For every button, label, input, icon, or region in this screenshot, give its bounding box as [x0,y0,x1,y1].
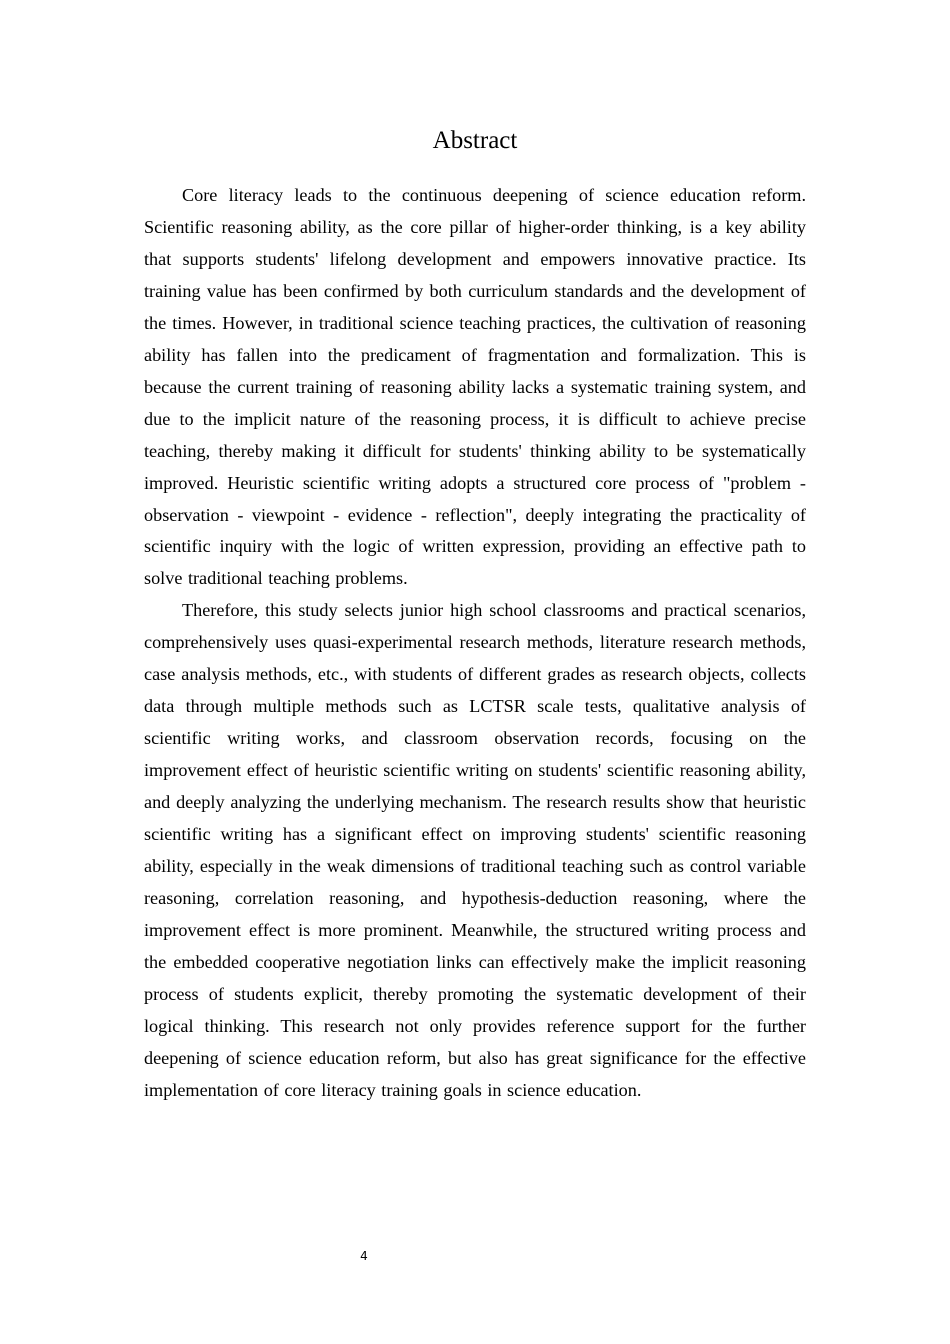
page-number: 4 [360,1249,368,1263]
page-title: Abstract [432,127,518,154]
abstract-paragraph-2: Therefore, this study selects junior high school classrooms and practical scenarios, comprehensively uses quasi-experimental research methods, literature research methods, case analysis methods, etc., with students of different grades as research objects, collects data through multiple methods such as LCTSR scale tests, qualitative analysis of scientific writing works, and classroom observation records, focusing on the improvement effect of heuristic scientific writing on students' scientific reasoning ability, and deeply analyzing the underlying mechanism. The research results show that heuristic scientific writing has a significant effect on improving students' scientific reasoning ability, especially in the weak dimensions of traditional teaching such as control variable reasoning, correlation reasoning, and hypothesis-deduction reasoning, where the improvement effect is more prominent. Meanwhile, the structured writing process and the embedded cooperative negotiation links can effectively make the implicit reasoning process of students explicit, thereby promoting the systematic development of their logical thinking. This research not only provides reference support for the further deepening of science education reform, but also has great significance for the effective implementation of core literacy training goals in science education. [144,600,806,1100]
abstract-paragraph-1: Core literacy leads to the continuous deepening of science education reform. Scientific reasoning ability, as the core pillar of higher-order thinking, is a key ability that supports students' lifelong development and empowers innovative practice. Its training value has been confirmed by both curriculum standards and the development of the times. However, in traditional science teaching practices, the cultivation of reasoning ability has fallen into the predicament of fragmentation and formalization. This is because the current training of reasoning ability lacks a systematic training system, and due to the implicit nature of the reasoning process, it is difficult to achieve precise teaching, thereby making it difficult for students' thinking ability to be systematically improved. Heuristic scientific writing adopts a structured core process of "problem - observation - viewpoint - evidence - reflection", deeply integrating the practicality of scientific inquiry with the logic of written expression, providing an effective path to solve traditional teaching problems. [144,185,806,589]
abstract-body [144,180,806,1107]
